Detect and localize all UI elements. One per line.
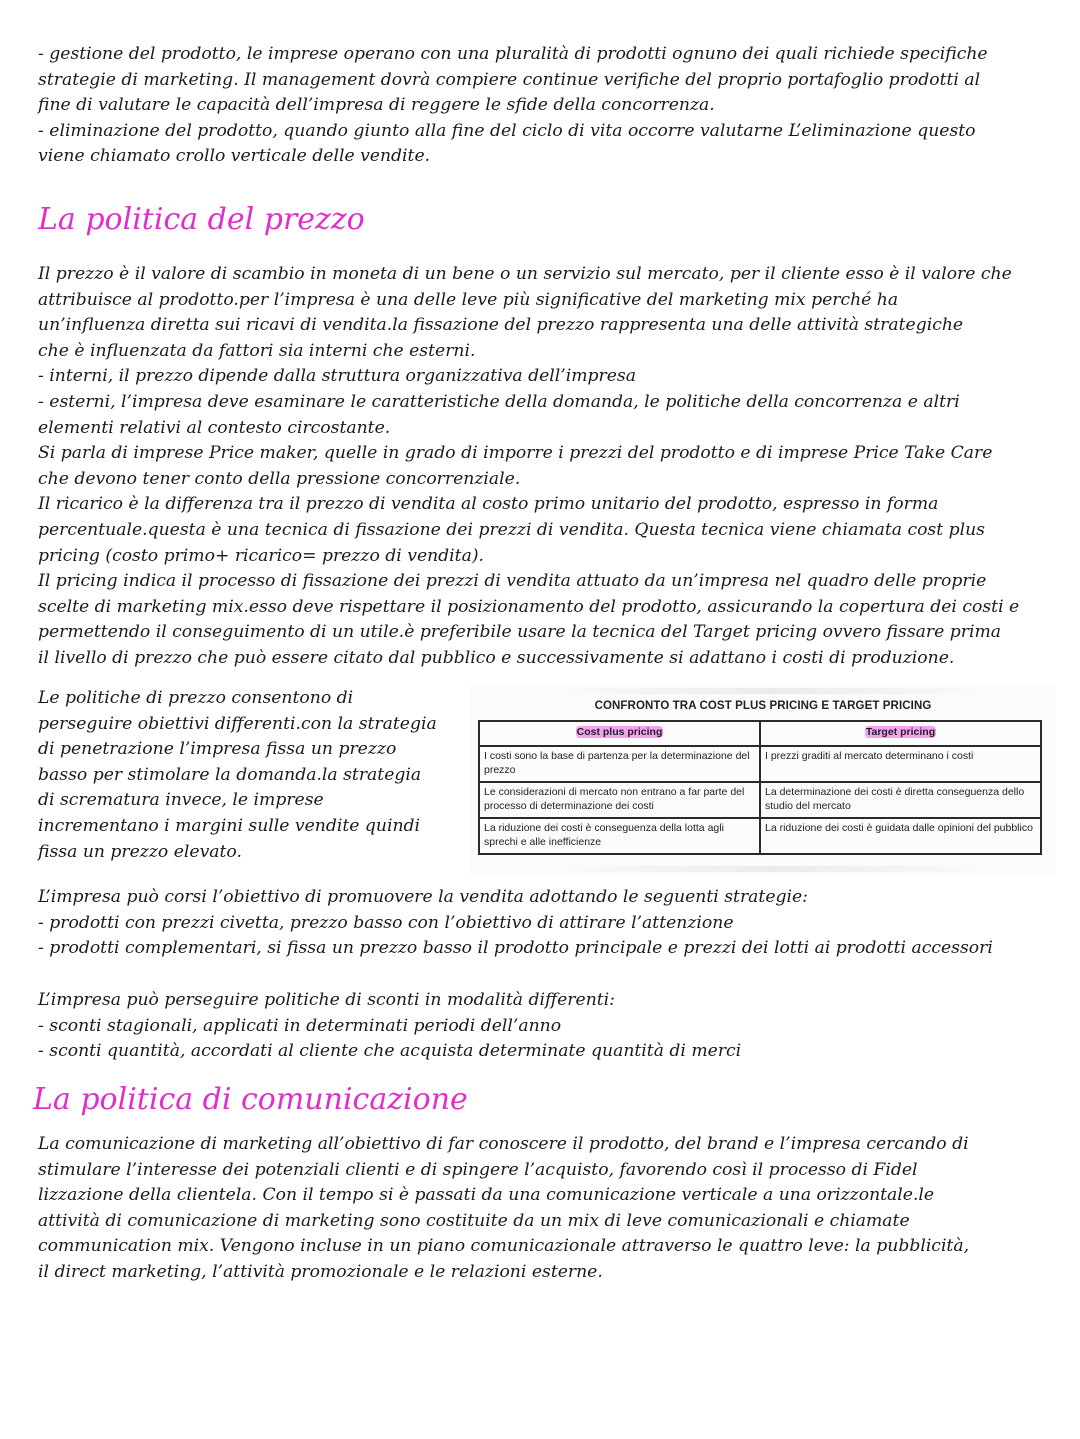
text-line: - interni, il prezzo dipende dalla struttura organizzativa dell’impresa (38, 366, 636, 387)
text-line: il direct marketing, l’attività promozionale e le relazioni esterne. (38, 1261, 603, 1282)
text-line: - sconti stagionali, applicati in determinati periodi dell’anno (38, 1015, 562, 1036)
text-line: fissa un prezzo elevato. (38, 841, 242, 862)
comparison-table (478, 720, 1042, 855)
table-cell: La riduzione dei costi è guidata dalle opinioni del pubblico (760, 818, 1041, 854)
table-row (479, 818, 1041, 854)
table-title: CONFRONTO TRA COST PLUS PRICING E TARGET PRICING (594, 700, 932, 712)
table-row (479, 782, 1041, 818)
text-line: di penetrazione l’impresa fissa un prezzo (38, 739, 397, 760)
table-cell: La determinazione dei costi è diretta conseguenza dello studio del mercato (760, 782, 1041, 818)
text-line: Le politiche di prezzo consentono di (38, 688, 354, 708)
pricing-strategies-paragraph (38, 686, 468, 865)
section-heading-prezzo: La politica del prezzo (38, 202, 365, 237)
text-line: communication mix. Vengono incluse in un piano comunicazionale attraverso le quattro leve: la pubblicità, (38, 1236, 970, 1257)
text-line: stimulare l’interesse dei potenziali clienti e di spingere l’acquisto, favorendo così il processo di Fidel (38, 1159, 918, 1180)
text-line: scelte di marketing mix.esso deve rispettare il posizionamento del prodotto, assicurando la copertura dei costi e (38, 596, 1020, 617)
table-cell: La riduzione dei costi è conseguenza della lotta agli sprechi e alle inefficienze (479, 818, 760, 854)
text-line: La comunicazione di marketing all’obiettivo di far conoscere il prodotto, del brand e l’impresa cercando di (38, 1134, 969, 1154)
text-line: pricing (costo primo+ ricarico= prezzo di vendita). (38, 545, 485, 566)
text-line: un’influenza diretta sui ricavi di vendita.la fissazione del prezzo rappresenta una delle attività strategiche (38, 315, 964, 336)
comparison-table-image (470, 684, 1056, 874)
text-line: - prodotti complementari, si fissa un prezzo basso il prodotto principale e prezzi dei lotti ai prodotti accessori (38, 938, 993, 959)
column-header: Target pricing (865, 726, 936, 738)
text-line: Il pricing indica il processo di fissazione dei prezzi di vendita attuato da un’impresa nel quadro delle proprie (38, 571, 987, 592)
scan-artifact (550, 688, 996, 694)
text-line: L’impresa può corsi l’obiettivo di promuovere la vendita adottando le seguenti strategie: (38, 887, 808, 907)
text-line: - gestione del prodotto, le imprese operano con una pluralità di prodotti ognuno dei quali richiede specifiche (38, 44, 988, 64)
text-line: permettendo il conseguimento di un utile.è preferibile usare la tecnica del Target pricing ovvero fissare prima (38, 622, 1001, 643)
text-line: L’impresa può perseguire politiche di sconti in modalità differenti: (38, 990, 615, 1010)
column-header: Cost plus pricing (576, 726, 663, 738)
text-line: attribuisce al prodotto.per l’impresa è una delle leve più significative del marketing mix perché ha (38, 289, 899, 310)
promotion-paragraph (38, 885, 1028, 962)
intro-paragraph (38, 42, 1028, 170)
discounts-paragraph (38, 988, 1028, 1065)
text-line: incrementano i margini sulle vendite quindi (38, 815, 421, 836)
table-cell: Le considerazioni di mercato non entrano a far parte del processo di determinazione dei costi (479, 782, 760, 818)
text-line: fine di valutare le capacità dell’impresa di reggere le sfide della concorrenza. (38, 95, 715, 116)
text-line: Si parla di imprese Price maker, quelle in grado di imporre i prezzi del prodotto e di imprese Price Take Care (38, 443, 993, 464)
text-line: di scrematura invece, le imprese (38, 790, 324, 811)
text-line: che è influenzata da fattori sia interni che esterni. (38, 340, 476, 361)
text-line: Il prezzo è il valore di scambio in moneta di un bene o un servizio sul mercato, per il cliente esso è il valore che (38, 264, 1012, 284)
section-heading-comunicazione: La politica di comunicazione (33, 1082, 468, 1117)
text-line: strategie di marketing. Il management dovrà compiere continue verifiche del proprio portafoglio prodotti al (38, 69, 981, 90)
text-line: - eliminazione del prodotto, quando giunto alla fine del ciclo di vita occorre valutarne L’eliminazione questo (38, 120, 976, 141)
text-line: perseguire obiettivi differenti.con la strategia (38, 713, 437, 734)
header-cost-plus (479, 721, 760, 746)
text-line: basso per stimolare la domanda.la strategia (38, 764, 422, 785)
text-line: che devono tener conto della pressione concorrenziale. (38, 468, 521, 489)
text-line: il livello di prezzo che può essere citato dal pubblico e successivamente si adattano i costi di produzione. (38, 647, 955, 668)
text-line: - prodotti con prezzi civetta, prezzo basso con l’obiettivo di attirare l’attenzione (38, 912, 734, 933)
text-line: percentuale.questa è una tecnica di fissazione dei prezzi di vendita. Questa tecnica viene chiamata cost plus (38, 519, 986, 540)
header-target (760, 721, 1041, 746)
text-line: viene chiamato crollo verticale delle vendite. (38, 146, 431, 167)
text-line: - sconti quantità, accordati al cliente che acquista determinate quantità di merci (38, 1041, 742, 1062)
comunicazione-paragraph (38, 1132, 1028, 1286)
text-line: lizzazione della clientela. Con il tempo si è passati da una comunicazione verticale a una orizzontale.le (38, 1185, 935, 1206)
table-row (479, 746, 1041, 782)
text-line: attività di comunicazione di marketing sono costituite da un mix di leve comunicazionali e chiamate (38, 1210, 910, 1231)
scan-artifact (550, 866, 996, 872)
table-cell: I prezzi graditi al mercato determinano i costi (760, 746, 1041, 782)
table-header-row (479, 721, 1041, 746)
text-line: Il ricarico è la differenza tra il prezzo di vendita al costo primo unitario del prodotto, espresso in forma (38, 494, 939, 515)
prezzo-paragraph (38, 262, 1028, 672)
table-cell: I costi sono la base di partenza per la determinazione del prezzo (479, 746, 760, 782)
text-line: elementi relativi al contesto circostante. (38, 417, 391, 438)
text-line: - esterni, l’impresa deve esaminare le caratteristiche della domanda, le politiche della concorrenza e altri (38, 391, 960, 412)
